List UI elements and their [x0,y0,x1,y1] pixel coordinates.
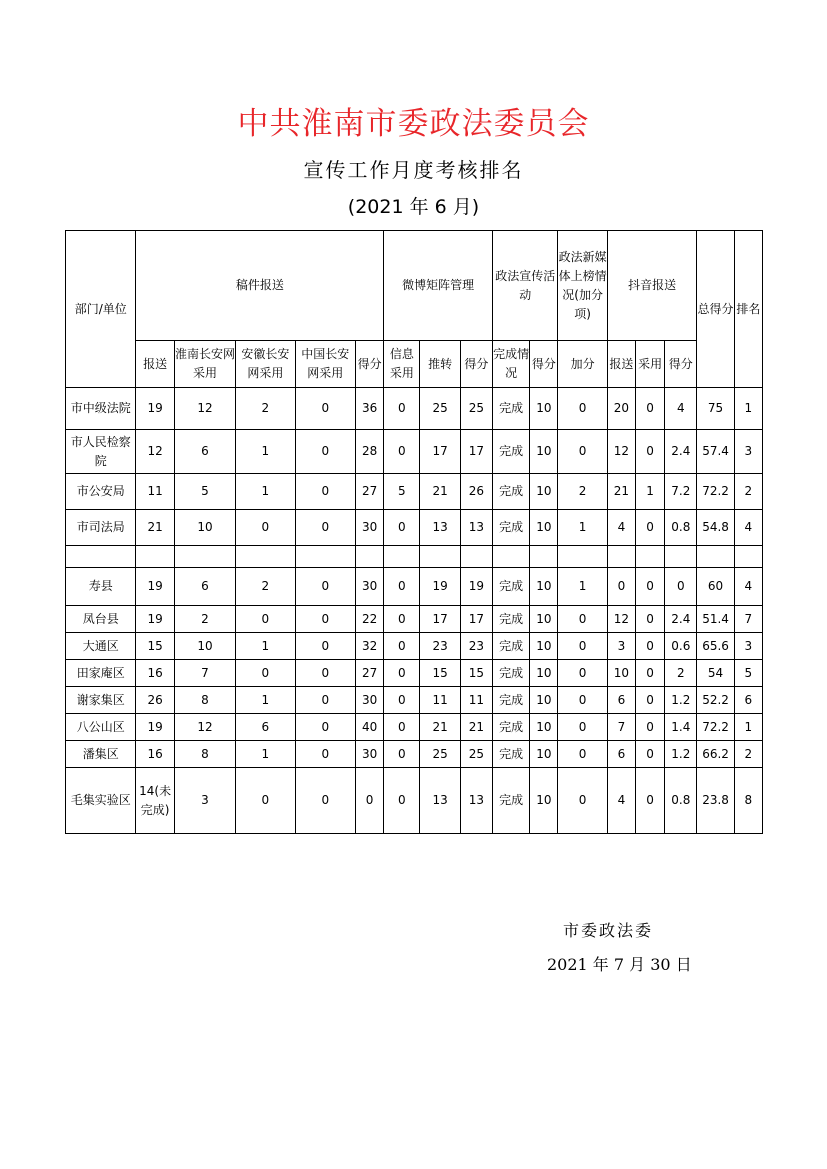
subheader-repost: 推转 [420,341,460,388]
cell-c9: 完成 [493,568,530,606]
signature-date: 2021 年 7 月 30 日 [547,955,692,974]
cell-c5: 28 [356,430,384,474]
cell-c7: 13 [420,510,460,546]
cell-c12: 3 [607,633,635,660]
cell-c11: 0 [558,714,607,741]
cell-c5: 27 [356,474,384,510]
cell-c7: 17 [420,430,460,474]
subheader-douyin-score: 得分 [665,341,697,388]
cell-c9: 完成 [493,660,530,687]
cell-c7: 19 [420,568,460,606]
cell-c13: 1 [635,474,664,510]
cell-c10: 10 [530,633,558,660]
cell-c15: 57.4 [697,430,734,474]
cell-c15: 54 [697,660,734,687]
cell-c10: 10 [530,606,558,633]
cell-c2: 8 [174,741,235,768]
cell-c15: 72.2 [697,714,734,741]
cell-c15: 52.2 [697,687,734,714]
cell-c1: 21 [136,510,174,546]
cell-c10: 10 [530,474,558,510]
cell-c7: 25 [420,741,460,768]
cell-c13: 0 [635,741,664,768]
empty-cell [136,546,174,568]
table-row [66,660,763,687]
cell-c3: 1 [236,430,295,474]
cell-c1: 11 [136,474,174,510]
cell-c3: 6 [236,714,295,741]
cell-c5: 22 [356,606,384,633]
subheader-info: 信息采用 [384,341,420,388]
table-row [66,430,763,474]
empty-cell [697,546,734,568]
row-dept: 凤台县 [66,606,136,633]
cell-c2: 5 [174,474,235,510]
cell-c13: 0 [635,768,664,834]
empty-cell [530,546,558,568]
cell-c5: 27 [356,660,384,687]
empty-cell [665,546,697,568]
table-row [66,510,763,546]
cell-c4: 0 [295,714,355,741]
table-row [66,388,763,430]
table-row [66,687,763,714]
cell-c16: 5 [734,660,762,687]
cell-c15: 51.4 [697,606,734,633]
cell-c13: 0 [635,714,664,741]
header-douyin: 抖音报送 [607,231,697,341]
cell-c10: 10 [530,510,558,546]
cell-c14: 0 [665,568,697,606]
cell-c1: 26 [136,687,174,714]
empty-cell [420,546,460,568]
cell-c16: 1 [734,714,762,741]
cell-c9: 完成 [493,474,530,510]
cell-c2: 6 [174,568,235,606]
cell-c7: 25 [420,388,460,430]
document-subtitle: 宣传工作月度考核排名 [303,158,524,182]
cell-c5: 30 [356,741,384,768]
cell-c14: 2.4 [665,430,697,474]
cell-c8: 25 [460,741,492,768]
cell-c9: 完成 [493,687,530,714]
cell-c1: 16 [136,660,174,687]
cell-c3: 1 [236,741,295,768]
cell-c16: 3 [734,633,762,660]
cell-c9: 完成 [493,633,530,660]
cell-c4: 0 [295,741,355,768]
cell-c14: 0.8 [665,510,697,546]
cell-c3: 0 [236,768,295,834]
header-dept: 部门/单位 [66,231,136,388]
table-row [66,568,763,606]
empty-cell [493,546,530,568]
cell-c10: 10 [530,568,558,606]
cell-c16: 4 [734,568,762,606]
cell-c12: 12 [607,430,635,474]
subheader-douyin-adopt: 采用 [635,341,664,388]
cell-c1: 19 [136,606,174,633]
table-row [66,714,763,741]
cell-c10: 10 [530,388,558,430]
cell-c4: 0 [295,388,355,430]
cell-c4: 0 [295,474,355,510]
cell-c10: 10 [530,768,558,834]
cell-c1: 16 [136,741,174,768]
table-body [66,388,763,834]
cell-c2: 7 [174,660,235,687]
cell-c12: 10 [607,660,635,687]
header-newmedia: 政法新媒体上榜情况(加分项) [558,231,607,341]
cell-c11: 0 [558,633,607,660]
empty-cell [236,546,295,568]
cell-c2: 12 [174,388,235,430]
cell-c15: 72.2 [697,474,734,510]
cell-c3: 1 [236,474,295,510]
table-row [66,606,763,633]
cell-c6: 0 [384,741,420,768]
cell-c11: 0 [558,388,607,430]
row-dept: 市中级法院 [66,388,136,430]
subheader-bonus: 加分 [558,341,607,388]
table-row [66,768,763,834]
cell-c4: 0 [295,633,355,660]
cell-c7: 17 [420,606,460,633]
cell-c4: 0 [295,768,355,834]
row-dept: 市司法局 [66,510,136,546]
cell-c16: 7 [734,606,762,633]
cell-c4: 0 [295,568,355,606]
cell-c7: 15 [420,660,460,687]
cell-c12: 7 [607,714,635,741]
cell-c11: 0 [558,687,607,714]
empty-cell [384,546,420,568]
cell-c6: 0 [384,388,420,430]
cell-c1: 12 [136,430,174,474]
cell-c6: 0 [384,510,420,546]
empty-cell [460,546,492,568]
cell-c7: 11 [420,687,460,714]
cell-c16: 6 [734,687,762,714]
cell-c9: 完成 [493,606,530,633]
cell-c13: 0 [635,430,664,474]
subheader-manuscript-score: 得分 [356,341,384,388]
cell-c6: 0 [384,714,420,741]
cell-c8: 17 [460,606,492,633]
cell-c12: 0 [607,568,635,606]
empty-cell [295,546,355,568]
empty-cell [356,546,384,568]
cell-c12: 21 [607,474,635,510]
cell-c4: 0 [295,687,355,714]
cell-c3: 2 [236,568,295,606]
subheader-china: 中国长安网采用 [295,341,355,388]
cell-c8: 15 [460,660,492,687]
cell-c16: 8 [734,768,762,834]
cell-c4: 0 [295,606,355,633]
subheader-anhui: 安徽长安网采用 [236,341,295,388]
cell-c11: 0 [558,430,607,474]
header-activity: 政法宣传活动 [493,231,558,341]
cell-c16: 2 [734,474,762,510]
cell-c7: 23 [420,633,460,660]
cell-c3: 1 [236,633,295,660]
cell-c14: 4 [665,388,697,430]
header-rank: 排名 [734,231,762,388]
cell-c16: 2 [734,741,762,768]
cell-c5: 30 [356,510,384,546]
cell-c1: 19 [136,388,174,430]
row-dept: 市人民检察院 [66,430,136,474]
subheader-weibo-score: 得分 [460,341,492,388]
cell-c2: 2 [174,606,235,633]
cell-c1: 19 [136,568,174,606]
cell-c11: 0 [558,606,607,633]
subheader-huainan: 淮南长安网采用 [174,341,235,388]
cell-c6: 0 [384,768,420,834]
row-dept: 潘集区 [66,741,136,768]
cell-c4: 0 [295,430,355,474]
cell-c8: 11 [460,687,492,714]
ranking-table [65,230,763,834]
subheader-activity-score: 得分 [530,341,558,388]
cell-c8: 13 [460,768,492,834]
cell-c15: 66.2 [697,741,734,768]
cell-c12: 12 [607,606,635,633]
cell-c5: 40 [356,714,384,741]
cell-c11: 2 [558,474,607,510]
document-period: (2021 年 6 月) [347,196,480,218]
cell-c9: 完成 [493,388,530,430]
cell-c16: 1 [734,388,762,430]
row-dept: 谢家集区 [66,687,136,714]
cell-c13: 0 [635,606,664,633]
cell-c5: 36 [356,388,384,430]
header-weibo: 微博矩阵管理 [384,231,493,341]
row-dept: 八公山区 [66,714,136,741]
cell-c14: 1.2 [665,687,697,714]
header-total: 总得分 [697,231,734,388]
cell-c10: 10 [530,687,558,714]
cell-c6: 0 [384,606,420,633]
cell-c16: 4 [734,510,762,546]
cell-c7: 21 [420,714,460,741]
cell-c7: 21 [420,474,460,510]
row-dept: 市公安局 [66,474,136,510]
cell-c3: 1 [236,687,295,714]
table-row [66,741,763,768]
row-dept: 毛集实验区 [66,768,136,834]
cell-c2: 12 [174,714,235,741]
cell-c9: 完成 [493,768,530,834]
cell-c5: 32 [356,633,384,660]
empty-cell [66,546,136,568]
cell-c10: 10 [530,430,558,474]
header-manuscript: 稿件报送 [136,231,384,341]
cell-c1: 15 [136,633,174,660]
cell-c7: 13 [420,768,460,834]
cell-c2: 10 [174,510,235,546]
cell-c5: 30 [356,568,384,606]
cell-c10: 10 [530,741,558,768]
empty-cell [607,546,635,568]
cell-c12: 4 [607,768,635,834]
subheader-submit: 报送 [136,341,174,388]
empty-cell [174,546,235,568]
cell-c8: 21 [460,714,492,741]
cell-c10: 10 [530,660,558,687]
cell-c5: 0 [356,768,384,834]
cell-c6: 0 [384,687,420,714]
cell-c14: 0.8 [665,768,697,834]
cell-c1: 14(未完成) [136,768,174,834]
cell-c6: 0 [384,430,420,474]
cell-c3: 2 [236,388,295,430]
cell-c4: 0 [295,510,355,546]
empty-cell [734,546,762,568]
cell-c8: 17 [460,430,492,474]
cell-c11: 0 [558,741,607,768]
row-dept: 大通区 [66,633,136,660]
cell-c12: 20 [607,388,635,430]
cell-c3: 0 [236,510,295,546]
table-row [66,633,763,660]
cell-c9: 完成 [493,430,530,474]
cell-c9: 完成 [493,714,530,741]
cell-c15: 60 [697,568,734,606]
row-dept: 田家庵区 [66,660,136,687]
cell-c13: 0 [635,568,664,606]
cell-c16: 3 [734,430,762,474]
cell-c9: 完成 [493,510,530,546]
cell-c6: 5 [384,474,420,510]
spacer-row [66,546,763,568]
cell-c3: 0 [236,660,295,687]
cell-c4: 0 [295,660,355,687]
cell-c14: 1.2 [665,741,697,768]
cell-c15: 54.8 [697,510,734,546]
cell-c14: 7.2 [665,474,697,510]
cell-c14: 1.4 [665,714,697,741]
cell-c6: 0 [384,660,420,687]
cell-c6: 0 [384,568,420,606]
cell-c13: 0 [635,633,664,660]
cell-c9: 完成 [493,741,530,768]
cell-c12: 6 [607,741,635,768]
cell-c11: 1 [558,568,607,606]
empty-cell [558,546,607,568]
cell-c8: 13 [460,510,492,546]
subheader-douyin-submit: 报送 [607,341,635,388]
signature-org: 市委政法委 [563,921,654,940]
cell-c13: 0 [635,388,664,430]
cell-c12: 6 [607,687,635,714]
cell-c8: 25 [460,388,492,430]
cell-c3: 0 [236,606,295,633]
cell-c13: 0 [635,687,664,714]
cell-c15: 65.6 [697,633,734,660]
cell-c15: 23.8 [697,768,734,834]
cell-c2: 6 [174,430,235,474]
cell-c1: 19 [136,714,174,741]
cell-c8: 26 [460,474,492,510]
cell-c2: 8 [174,687,235,714]
cell-c14: 0.6 [665,633,697,660]
cell-c13: 0 [635,510,664,546]
cell-c14: 2 [665,660,697,687]
cell-c8: 19 [460,568,492,606]
cell-c10: 10 [530,714,558,741]
cell-c12: 4 [607,510,635,546]
cell-c11: 0 [558,768,607,834]
cell-c14: 2.4 [665,606,697,633]
org-title: 中共淮南市委政法委员会 [237,106,590,142]
cell-c15: 75 [697,388,734,430]
cell-c8: 23 [460,633,492,660]
cell-c6: 0 [384,633,420,660]
cell-c11: 1 [558,510,607,546]
cell-c2: 3 [174,768,235,834]
table-row [66,474,763,510]
cell-c13: 0 [635,660,664,687]
cell-c2: 10 [174,633,235,660]
cell-c11: 0 [558,660,607,687]
row-dept: 寿县 [66,568,136,606]
subheader-complete: 完成情况 [493,341,530,388]
empty-cell [635,546,664,568]
cell-c5: 30 [356,687,384,714]
